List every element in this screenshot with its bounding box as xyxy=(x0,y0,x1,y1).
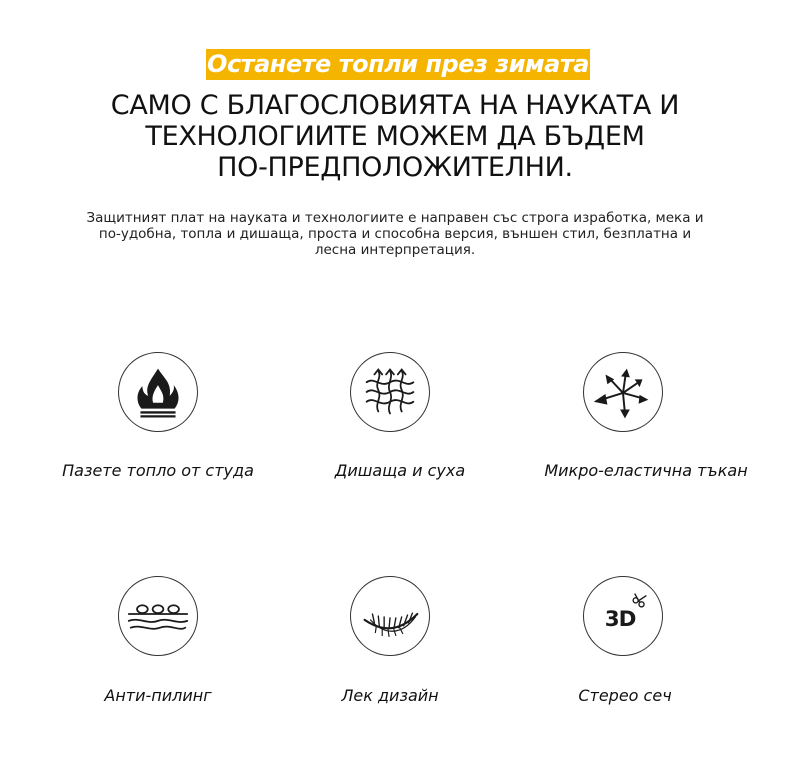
feature-label-3dcut: Стерео сеч xyxy=(578,686,672,705)
feature-label-elastic: Микро-еластична тъкан xyxy=(544,461,748,480)
3d-cut-icon-text: 3D xyxy=(604,606,636,632)
stretch-arrows-icon xyxy=(583,352,663,432)
description-line-2: по-удобна, топла и дишаща, проста и способна версия, външен стил, безплатна и xyxy=(98,226,692,242)
3d-cut-icon xyxy=(583,576,663,656)
flame-icon xyxy=(118,352,198,432)
feature-label-lightweight: Лек дизайн xyxy=(341,686,439,705)
feature-label-antipilling: Анти-пилинг xyxy=(104,686,212,705)
description-line-1: Защитният плат на науката и технологиите е направен със строга изработка, мека и xyxy=(86,210,704,226)
headline-line-1: САМО С БЛАГОСЛОВИЯТА НА НАУКАТА И xyxy=(110,90,680,121)
headline xyxy=(60,90,730,183)
tagline-banner: Останете топли през зимата xyxy=(207,50,589,78)
headline-line-2: ТЕХНОЛОГИИТЕ МОЖЕМ ДА БЪДЕМ xyxy=(145,121,645,152)
headline-line-3: ПО-ПРЕДПОЛОЖИТЕЛНИ. xyxy=(217,152,573,183)
description xyxy=(55,210,735,258)
anti-pilling-icon xyxy=(118,576,198,656)
feature-label-warm: Пазете топло от студа xyxy=(62,461,254,480)
description-line-3: лесна интерпретация. xyxy=(314,242,476,258)
feather-icon xyxy=(350,576,430,656)
feature-label-breathable: Дишаща и суха xyxy=(334,461,466,480)
breathable-waves-icon xyxy=(350,352,430,432)
